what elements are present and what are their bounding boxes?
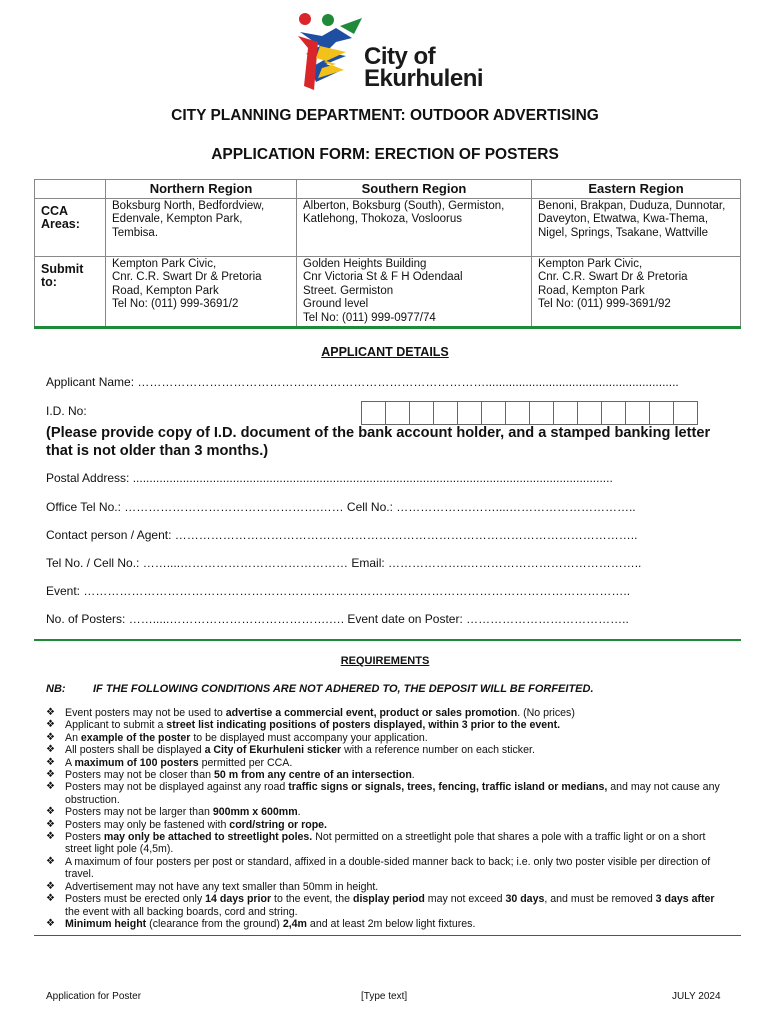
- ekurhuleni-emblem-icon: [296, 12, 366, 94]
- req-text: Advertisement may not have any text smaller than 50mm in height.: [65, 880, 379, 893]
- diamond-bullet-icon: ❖: [46, 855, 55, 867]
- req-text: to be displayed must accompany your application.: [190, 731, 428, 744]
- id-digit-box[interactable]: [433, 401, 458, 425]
- footer-left: Application for Poster: [46, 991, 142, 1002]
- table-corner: [35, 180, 106, 199]
- req-text: with a reference number on each sticker.: [341, 744, 535, 757]
- list-item: [46, 744, 726, 756]
- submit-line: Ground level: [303, 298, 369, 310]
- cca-eastern: Benoni, Brakpan, Duduza, Dunnotar, Daveyton, Etwatwa, Kwa-Thema, Nigel, Springs, Tsakane, Wattville: [532, 198, 741, 256]
- submit-line: Cnr Victoria St & F H Odendaal: [303, 271, 463, 283]
- footer-right: JULY 2024: [672, 991, 721, 1002]
- req-text: to the event, the: [271, 893, 353, 906]
- submit-line: Road, Kempton Park: [538, 284, 645, 297]
- cca-label: CCA Areas:: [35, 198, 106, 256]
- id-digit-box[interactable]: [553, 401, 578, 425]
- logo-line-2: Ekurhuleni: [364, 65, 484, 92]
- footer-center: [Type text]: [361, 991, 408, 1002]
- contact-person-field[interactable]: Contact person / Agent: ……………………………………………………………………………………………………..: [46, 528, 638, 542]
- req-text: (clearance from the ground): [146, 917, 283, 930]
- id-digit-box[interactable]: [409, 401, 434, 425]
- submit-line: Cnr. C.R. Swart Dr & Pretoria: [538, 271, 688, 283]
- req-text: . (No prices): [517, 707, 575, 719]
- req-bold: 30 days: [505, 893, 545, 906]
- id-digit-box[interactable]: [529, 401, 554, 425]
- submit-line: Street. Germiston: [303, 284, 394, 297]
- req-text: All posters shall be displayed: [65, 744, 205, 757]
- id-number-label: I.D. No:: [46, 404, 87, 418]
- tel-email-field[interactable]: Tel No. / Cell No.: ……....…………………………………… Email: ………………..……………………………………..: [46, 556, 642, 570]
- list-item: [46, 707, 726, 719]
- req-text: Posters must be erected only: [65, 893, 206, 906]
- req-text: A maximum of four posters per post or standard, affixed in a double-sided manner back to back; i.e. only two poster visible per direction of travel.: [65, 855, 711, 881]
- list-item: [46, 819, 726, 831]
- req-bold: 50 m from any centre of an intersection: [213, 769, 412, 782]
- req-text: the event with all backing boards, cord and string.: [65, 905, 298, 918]
- id-digit-box[interactable]: [361, 401, 386, 425]
- event-field[interactable]: Event: ………………………………………………………………………………………………………………………..: [46, 584, 631, 598]
- regions-table: [34, 179, 741, 329]
- req-text: Posters may only be fastened with: [65, 818, 230, 831]
- diamond-bullet-icon: ❖: [46, 831, 55, 843]
- req-text: .: [297, 806, 301, 819]
- posters-event-date-field[interactable]: No. of Posters: …….....………………………………….…. Event date on Poster: …………………………………..: [46, 612, 629, 626]
- req-bold: cord/string or rope.: [229, 818, 328, 831]
- list-item: [46, 719, 726, 731]
- req-bold: maximum of 100 posters: [74, 756, 199, 769]
- req-bold: 14 days prior: [205, 893, 272, 906]
- diamond-bullet-icon: ❖: [46, 744, 55, 756]
- req-text: Posters may not be closer than: [65, 769, 214, 782]
- requirements-list: [46, 707, 726, 930]
- diamond-bullet-icon: ❖: [46, 818, 55, 830]
- header-eastern: Eastern Region: [532, 180, 741, 199]
- id-number-boxes[interactable]: [361, 401, 697, 423]
- logo-line-1: City of: [364, 43, 436, 70]
- req-bold: may only be attached to streetlight poles.: [103, 831, 313, 844]
- id-digit-box[interactable]: [457, 401, 482, 425]
- list-item: [46, 918, 726, 930]
- diamond-bullet-icon: ❖: [46, 719, 55, 731]
- cca-northern: Boksburg North, Bedfordview, Edenvale, Kempton Park, Tembisa.: [106, 198, 297, 256]
- req-text: , and must be removed: [544, 893, 656, 906]
- diamond-bullet-icon: ❖: [46, 756, 55, 768]
- submit-line: Road, Kempton Park: [112, 284, 219, 297]
- id-document-notice: (Please provide copy of I.D. document of the bank account holder, and a stamped banking letter that is not older than 3 months.): [46, 425, 711, 459]
- submit-line: Kempton Park Civic,: [112, 257, 217, 270]
- diamond-bullet-icon: ❖: [46, 769, 55, 781]
- submit-line: Cnr. C.R. Swart Dr & Pretoria: [112, 271, 262, 283]
- req-text: Posters: [65, 831, 104, 844]
- list-item: [46, 757, 726, 769]
- diamond-bullet-icon: ❖: [46, 893, 55, 905]
- list-item: [46, 831, 726, 856]
- list-item: [46, 769, 726, 781]
- req-text: .: [411, 769, 415, 782]
- id-digit-box[interactable]: [625, 401, 650, 425]
- req-bold: 3 days after: [655, 893, 715, 906]
- list-item: [46, 856, 726, 881]
- req-bold: advertise a commercial event, product or sales promotion: [225, 707, 518, 719]
- diamond-bullet-icon: ❖: [46, 880, 55, 892]
- header-northern: Northern Region: [106, 180, 297, 199]
- postal-address-field[interactable]: Postal Address: ................................................................................................................................................: [46, 471, 613, 485]
- req-text: and may not cause any obstruction.: [65, 781, 720, 806]
- req-text: A: [65, 756, 75, 769]
- requirements-heading: REQUIREMENTS: [340, 655, 430, 667]
- diamond-bullet-icon: ❖: [46, 917, 55, 929]
- req-bold: 900mm x 600mm: [212, 806, 298, 819]
- id-digit-box[interactable]: [649, 401, 674, 425]
- list-item: [46, 806, 726, 818]
- req-bold: example of the poster: [80, 731, 191, 744]
- list-item: [46, 881, 726, 893]
- list-item: [46, 732, 726, 744]
- nb-label: NB:: [46, 683, 66, 695]
- submit-eastern: [532, 256, 741, 328]
- req-bold: street list indicating positions of posters displayed, within 3 prior to the event.: [166, 719, 561, 732]
- applicant-name-field[interactable]: Applicant Name: ……………………………………………………………………………..........................................................: [46, 375, 679, 389]
- id-digit-box[interactable]: [505, 401, 530, 425]
- req-bold: display period: [352, 893, 425, 906]
- cca-southern: Alberton, Boksburg (South), Germiston, Katlehong, Thokoza, Vosloorus: [297, 198, 532, 256]
- req-text: Posters may not be larger than: [65, 806, 213, 819]
- id-digit-box[interactable]: [673, 401, 698, 425]
- id-digit-box[interactable]: [385, 401, 410, 425]
- submit-line: Tel No: (011) 999-3691/92: [538, 298, 671, 310]
- logo-text: [364, 43, 484, 92]
- submit-northern: [106, 256, 297, 328]
- nb-warning: IF THE FOLLOWING CONDITIONS ARE NOT ADHERED TO, THE DEPOSIT WILL BE FORFEITED.: [93, 683, 594, 695]
- req-bold: 2,4m: [282, 917, 307, 930]
- id-digit-box[interactable]: [577, 401, 602, 425]
- department-title: CITY PLANNING DEPARTMENT: OUTDOOR ADVERTISING: [171, 107, 599, 124]
- form-title: APPLICATION FORM: ERECTION OF POSTERS: [211, 146, 559, 163]
- req-text: Posters may not be displayed against any road: [65, 781, 289, 794]
- section-divider: [34, 639, 741, 641]
- submit-southern: [297, 256, 532, 328]
- req-bold: Minimum height: [65, 917, 147, 930]
- id-digit-box[interactable]: [601, 401, 626, 425]
- req-bold: traffic signs or signals, trees, fencing, traffic island or medians,: [288, 781, 608, 794]
- submit-line: Golden Heights Building: [303, 257, 427, 270]
- header-southern: Southern Region: [297, 180, 532, 199]
- submit-line: Tel No: (011) 999-0977/74: [303, 311, 436, 324]
- req-text: may not exceed: [424, 893, 506, 906]
- id-digit-box[interactable]: [481, 401, 506, 425]
- diamond-bullet-icon: ❖: [46, 707, 55, 718]
- submit-line: Tel No: (011) 999-3691/2: [112, 298, 239, 310]
- req-bold: a City of Ekurhuleni sticker: [204, 744, 342, 757]
- applicant-details-heading: APPLICANT DETAILS: [321, 345, 449, 359]
- diamond-bullet-icon: ❖: [46, 781, 55, 793]
- footer-divider: [34, 935, 741, 936]
- diamond-bullet-icon: ❖: [46, 731, 55, 743]
- req-text: and at least 2m below light fixtures.: [306, 917, 476, 930]
- req-text: permitted per CCA.: [198, 756, 293, 769]
- list-item: [46, 893, 726, 918]
- req-text: Event posters may not be used to: [65, 707, 226, 719]
- submit-label: Submit to:: [35, 256, 106, 328]
- req-text: An: [65, 731, 81, 744]
- office-tel-cell-field[interactable]: Office Tel No.: ………………………………………….…… Cell No.: ……………….……....…………………………..: [46, 500, 636, 514]
- submit-line: Kempton Park Civic,: [538, 257, 643, 270]
- list-item: [46, 781, 726, 806]
- req-text: Not permitted on a streetlight pole that shares a pole with a traffic light or on a short street light pole (4,5m).: [65, 831, 706, 856]
- diamond-bullet-icon: ❖: [46, 806, 55, 818]
- req-text: Applicant to submit a: [65, 719, 167, 732]
